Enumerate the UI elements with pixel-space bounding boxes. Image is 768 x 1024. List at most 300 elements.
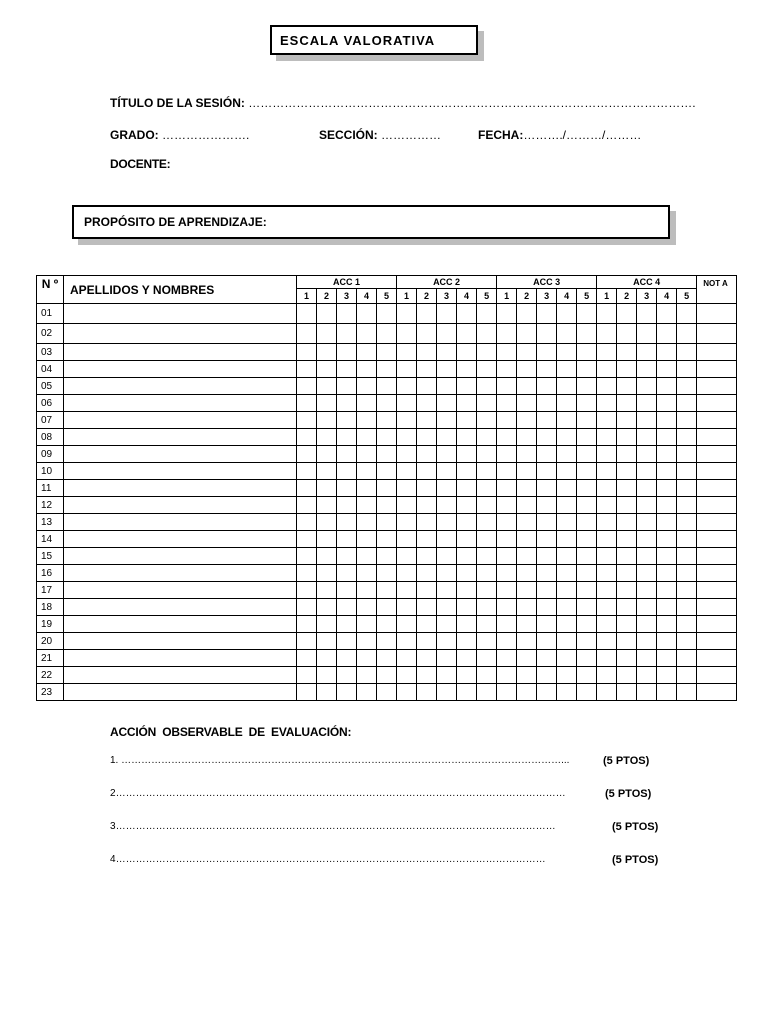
score-cell[interactable] [657,650,677,667]
score-cell[interactable] [297,304,317,324]
score-cell[interactable] [637,565,657,582]
score-cell[interactable] [377,667,397,684]
score-cell[interactable] [637,304,657,324]
score-cell[interactable] [337,446,357,463]
score-cell[interactable] [577,650,597,667]
score-cell[interactable] [317,684,337,701]
score-cell[interactable] [337,412,357,429]
score-cell[interactable] [357,548,377,565]
score-cell[interactable] [457,633,477,650]
score-cell[interactable] [677,514,697,531]
score-cell[interactable] [397,480,417,497]
score-cell[interactable] [397,324,417,344]
score-cell[interactable] [317,446,337,463]
score-cell[interactable] [317,480,337,497]
score-cell[interactable] [637,667,657,684]
score-cell[interactable] [597,429,617,446]
score-cell[interactable] [337,304,357,324]
score-cell[interactable] [457,650,477,667]
student-name-cell[interactable] [64,324,297,344]
score-cell[interactable] [317,497,337,514]
score-cell[interactable] [457,667,477,684]
score-cell[interactable] [517,667,537,684]
nota-cell[interactable] [697,446,737,463]
score-cell[interactable] [657,497,677,514]
score-cell[interactable] [477,599,497,616]
score-cell[interactable] [517,565,537,582]
score-cell[interactable] [337,344,357,361]
score-cell[interactable] [297,463,317,480]
score-cell[interactable] [497,531,517,548]
score-cell[interactable] [637,361,657,378]
score-cell[interactable] [597,395,617,412]
score-cell[interactable] [297,650,317,667]
nota-cell[interactable] [697,599,737,616]
score-cell[interactable] [577,531,597,548]
score-cell[interactable] [577,480,597,497]
score-cell[interactable] [377,412,397,429]
score-cell[interactable] [597,684,617,701]
score-cell[interactable] [377,361,397,378]
score-cell[interactable] [477,497,497,514]
nota-cell[interactable] [697,514,737,531]
score-cell[interactable] [397,378,417,395]
score-cell[interactable] [377,514,397,531]
score-cell[interactable] [557,582,577,599]
score-cell[interactable] [317,463,337,480]
score-cell[interactable] [397,412,417,429]
score-cell[interactable] [357,429,377,446]
score-cell[interactable] [437,361,457,378]
nota-cell[interactable] [697,548,737,565]
score-cell[interactable] [577,361,597,378]
score-cell[interactable] [417,361,437,378]
score-cell[interactable] [457,514,477,531]
score-cell[interactable] [417,463,437,480]
score-cell[interactable] [577,412,597,429]
score-cell[interactable] [437,395,457,412]
score-cell[interactable] [677,304,697,324]
seccion-dots[interactable]: …………… [381,128,442,142]
score-cell[interactable] [437,514,457,531]
score-cell[interactable] [537,395,557,412]
score-cell[interactable] [677,429,697,446]
student-name-cell[interactable] [64,361,297,378]
score-cell[interactable] [337,361,357,378]
score-cell[interactable] [677,412,697,429]
score-cell[interactable] [517,548,537,565]
score-cell[interactable] [577,304,597,324]
score-cell[interactable] [417,344,437,361]
score-cell[interactable] [437,582,457,599]
student-name-cell[interactable] [64,548,297,565]
score-cell[interactable] [617,582,637,599]
score-cell[interactable] [637,514,657,531]
score-cell[interactable] [317,304,337,324]
score-cell[interactable] [357,667,377,684]
score-cell[interactable] [497,446,517,463]
score-cell[interactable] [397,667,417,684]
student-name-cell[interactable] [64,446,297,463]
score-cell[interactable] [357,650,377,667]
score-cell[interactable] [497,684,517,701]
score-cell[interactable] [657,599,677,616]
score-cell[interactable] [577,599,597,616]
score-cell[interactable] [597,412,617,429]
score-cell[interactable] [597,446,617,463]
score-cell[interactable] [637,344,657,361]
score-cell[interactable] [457,324,477,344]
score-cell[interactable] [457,344,477,361]
score-cell[interactable] [617,633,637,650]
accion-item-1-dots[interactable]: ……………………………………………………………………………………………………………………... [118,755,570,766]
score-cell[interactable] [377,650,397,667]
score-cell[interactable] [377,633,397,650]
score-cell[interactable] [397,599,417,616]
score-cell[interactable] [297,480,317,497]
score-cell[interactable] [457,497,477,514]
score-cell[interactable] [377,531,397,548]
score-cell[interactable] [457,395,477,412]
score-cell[interactable] [417,667,437,684]
score-cell[interactable] [617,599,637,616]
score-cell[interactable] [557,565,577,582]
score-cell[interactable] [557,304,577,324]
score-cell[interactable] [517,344,537,361]
score-cell[interactable] [317,650,337,667]
score-cell[interactable] [397,565,417,582]
score-cell[interactable] [297,446,317,463]
score-cell[interactable] [457,616,477,633]
score-cell[interactable] [677,650,697,667]
score-cell[interactable] [377,378,397,395]
score-cell[interactable] [437,616,457,633]
score-cell[interactable] [337,324,357,344]
score-cell[interactable] [377,446,397,463]
score-cell[interactable] [597,633,617,650]
score-cell[interactable] [497,582,517,599]
score-cell[interactable] [657,395,677,412]
score-cell[interactable] [397,463,417,480]
score-cell[interactable] [537,463,557,480]
score-cell[interactable] [477,616,497,633]
score-cell[interactable] [617,361,637,378]
score-cell[interactable] [597,324,617,344]
score-cell[interactable] [497,565,517,582]
score-cell[interactable] [497,599,517,616]
score-cell[interactable] [477,684,497,701]
score-cell[interactable] [337,599,357,616]
score-cell[interactable] [477,531,497,548]
score-cell[interactable] [597,344,617,361]
score-cell[interactable] [417,304,437,324]
score-cell[interactable] [317,633,337,650]
score-cell[interactable] [577,344,597,361]
nota-cell[interactable] [697,463,737,480]
score-cell[interactable] [417,599,437,616]
score-cell[interactable] [477,412,497,429]
score-cell[interactable] [517,480,537,497]
score-cell[interactable] [357,446,377,463]
score-cell[interactable] [677,463,697,480]
score-cell[interactable] [677,599,697,616]
score-cell[interactable] [397,497,417,514]
nota-cell[interactable] [697,531,737,548]
score-cell[interactable] [577,548,597,565]
score-cell[interactable] [397,395,417,412]
score-cell[interactable] [397,582,417,599]
score-cell[interactable] [417,650,437,667]
score-cell[interactable] [577,514,597,531]
score-cell[interactable] [317,531,337,548]
score-cell[interactable] [637,463,657,480]
score-cell[interactable] [477,633,497,650]
score-cell[interactable] [517,514,537,531]
student-name-cell[interactable] [64,378,297,395]
score-cell[interactable] [477,667,497,684]
score-cell[interactable] [477,429,497,446]
score-cell[interactable] [597,304,617,324]
score-cell[interactable] [417,378,437,395]
score-cell[interactable] [617,684,637,701]
score-cell[interactable] [537,650,557,667]
score-cell[interactable] [457,582,477,599]
score-cell[interactable] [377,548,397,565]
score-cell[interactable] [397,650,417,667]
score-cell[interactable] [437,565,457,582]
score-cell[interactable] [497,429,517,446]
score-cell[interactable] [337,395,357,412]
score-cell[interactable] [497,480,517,497]
nota-cell[interactable] [697,633,737,650]
score-cell[interactable] [637,548,657,565]
score-cell[interactable] [657,463,677,480]
score-cell[interactable] [337,684,357,701]
score-cell[interactable] [657,344,677,361]
score-cell[interactable] [317,378,337,395]
score-cell[interactable] [417,497,437,514]
score-cell[interactable] [597,667,617,684]
score-cell[interactable] [397,344,417,361]
score-cell[interactable] [497,633,517,650]
score-cell[interactable] [397,633,417,650]
score-cell[interactable] [457,531,477,548]
score-cell[interactable] [377,565,397,582]
score-cell[interactable] [297,514,317,531]
score-cell[interactable] [537,361,557,378]
score-cell[interactable] [577,616,597,633]
score-cell[interactable] [477,344,497,361]
score-cell[interactable] [377,599,397,616]
score-cell[interactable] [417,395,437,412]
score-cell[interactable] [657,361,677,378]
score-cell[interactable] [677,548,697,565]
score-cell[interactable] [337,565,357,582]
student-name-cell[interactable] [64,429,297,446]
score-cell[interactable] [677,582,697,599]
score-cell[interactable] [437,324,457,344]
score-cell[interactable] [377,429,397,446]
score-cell[interactable] [617,548,637,565]
student-name-cell[interactable] [64,497,297,514]
score-cell[interactable] [437,304,457,324]
score-cell[interactable] [437,684,457,701]
score-cell[interactable] [497,514,517,531]
score-cell[interactable] [517,633,537,650]
score-cell[interactable] [537,548,557,565]
score-cell[interactable] [557,616,577,633]
score-cell[interactable] [297,633,317,650]
nota-cell[interactable] [697,344,737,361]
score-cell[interactable] [577,395,597,412]
score-cell[interactable] [537,304,557,324]
score-cell[interactable] [497,650,517,667]
score-cell[interactable] [337,480,357,497]
score-cell[interactable] [497,616,517,633]
score-cell[interactable] [657,429,677,446]
score-cell[interactable] [677,395,697,412]
score-cell[interactable] [637,616,657,633]
score-cell[interactable] [417,324,437,344]
score-cell[interactable] [617,395,637,412]
score-cell[interactable] [317,582,337,599]
score-cell[interactable] [517,429,537,446]
score-cell[interactable] [397,361,417,378]
score-cell[interactable] [337,667,357,684]
score-cell[interactable] [477,565,497,582]
nota-cell[interactable] [697,667,737,684]
score-cell[interactable] [497,463,517,480]
score-cell[interactable] [297,582,317,599]
score-cell[interactable] [437,378,457,395]
student-name-cell[interactable] [64,514,297,531]
score-cell[interactable] [477,395,497,412]
score-cell[interactable] [537,684,557,701]
score-cell[interactable] [457,361,477,378]
score-cell[interactable] [357,531,377,548]
score-cell[interactable] [377,497,397,514]
score-cell[interactable] [337,514,357,531]
score-cell[interactable] [557,599,577,616]
score-cell[interactable] [297,344,317,361]
score-cell[interactable] [557,378,577,395]
score-cell[interactable] [297,378,317,395]
score-cell[interactable] [357,378,377,395]
score-cell[interactable] [417,616,437,633]
score-cell[interactable] [397,304,417,324]
score-cell[interactable] [657,480,677,497]
score-cell[interactable] [617,344,637,361]
score-cell[interactable] [637,650,657,667]
score-cell[interactable] [517,361,537,378]
score-cell[interactable] [517,463,537,480]
student-name-cell[interactable] [64,480,297,497]
score-cell[interactable] [297,684,317,701]
student-name-cell[interactable] [64,616,297,633]
score-cell[interactable] [477,304,497,324]
nota-cell[interactable] [697,429,737,446]
score-cell[interactable] [577,324,597,344]
score-cell[interactable] [437,344,457,361]
score-cell[interactable] [357,361,377,378]
score-cell[interactable] [497,548,517,565]
student-name-cell[interactable] [64,463,297,480]
score-cell[interactable] [497,667,517,684]
accion-item-4-dots[interactable]: ………………………………………………………………………………………………………………… [115,854,546,865]
score-cell[interactable] [597,650,617,667]
titulo-sesion-dots[interactable]: …………………………………………………………………………………………………. [248,96,696,110]
score-cell[interactable] [677,633,697,650]
score-cell[interactable] [357,344,377,361]
score-cell[interactable] [497,344,517,361]
student-name-cell[interactable] [64,599,297,616]
score-cell[interactable] [617,324,637,344]
score-cell[interactable] [497,395,517,412]
nota-cell[interactable] [697,616,737,633]
score-cell[interactable] [297,616,317,633]
score-cell[interactable] [677,531,697,548]
score-cell[interactable] [537,667,557,684]
score-cell[interactable] [557,514,577,531]
score-cell[interactable] [557,429,577,446]
score-cell[interactable] [357,599,377,616]
score-cell[interactable] [417,531,437,548]
score-cell[interactable] [297,599,317,616]
score-cell[interactable] [337,378,357,395]
score-cell[interactable] [617,667,637,684]
score-cell[interactable] [537,324,557,344]
score-cell[interactable] [377,582,397,599]
score-cell[interactable] [517,412,537,429]
score-cell[interactable] [417,429,437,446]
score-cell[interactable] [437,667,457,684]
score-cell[interactable] [457,565,477,582]
score-cell[interactable] [557,684,577,701]
student-name-cell[interactable] [64,395,297,412]
score-cell[interactable] [517,684,537,701]
score-cell[interactable] [337,633,357,650]
score-cell[interactable] [597,480,617,497]
score-cell[interactable] [477,548,497,565]
accion-item-1[interactable] [110,755,569,766]
score-cell[interactable] [597,565,617,582]
score-cell[interactable] [537,344,557,361]
score-cell[interactable] [557,650,577,667]
score-cell[interactable] [517,531,537,548]
score-cell[interactable] [477,480,497,497]
score-cell[interactable] [677,684,697,701]
score-cell[interactable] [497,412,517,429]
score-cell[interactable] [597,361,617,378]
nota-cell[interactable] [697,378,737,395]
score-cell[interactable] [437,446,457,463]
score-cell[interactable] [357,616,377,633]
score-cell[interactable] [557,497,577,514]
score-cell[interactable] [417,446,437,463]
score-cell[interactable] [637,446,657,463]
score-cell[interactable] [477,361,497,378]
score-cell[interactable] [357,684,377,701]
score-cell[interactable] [497,497,517,514]
score-cell[interactable] [317,361,337,378]
score-cell[interactable] [397,429,417,446]
nota-cell[interactable] [697,480,737,497]
score-cell[interactable] [597,514,617,531]
score-cell[interactable] [537,531,557,548]
score-cell[interactable] [637,412,657,429]
score-cell[interactable] [657,684,677,701]
score-cell[interactable] [317,412,337,429]
